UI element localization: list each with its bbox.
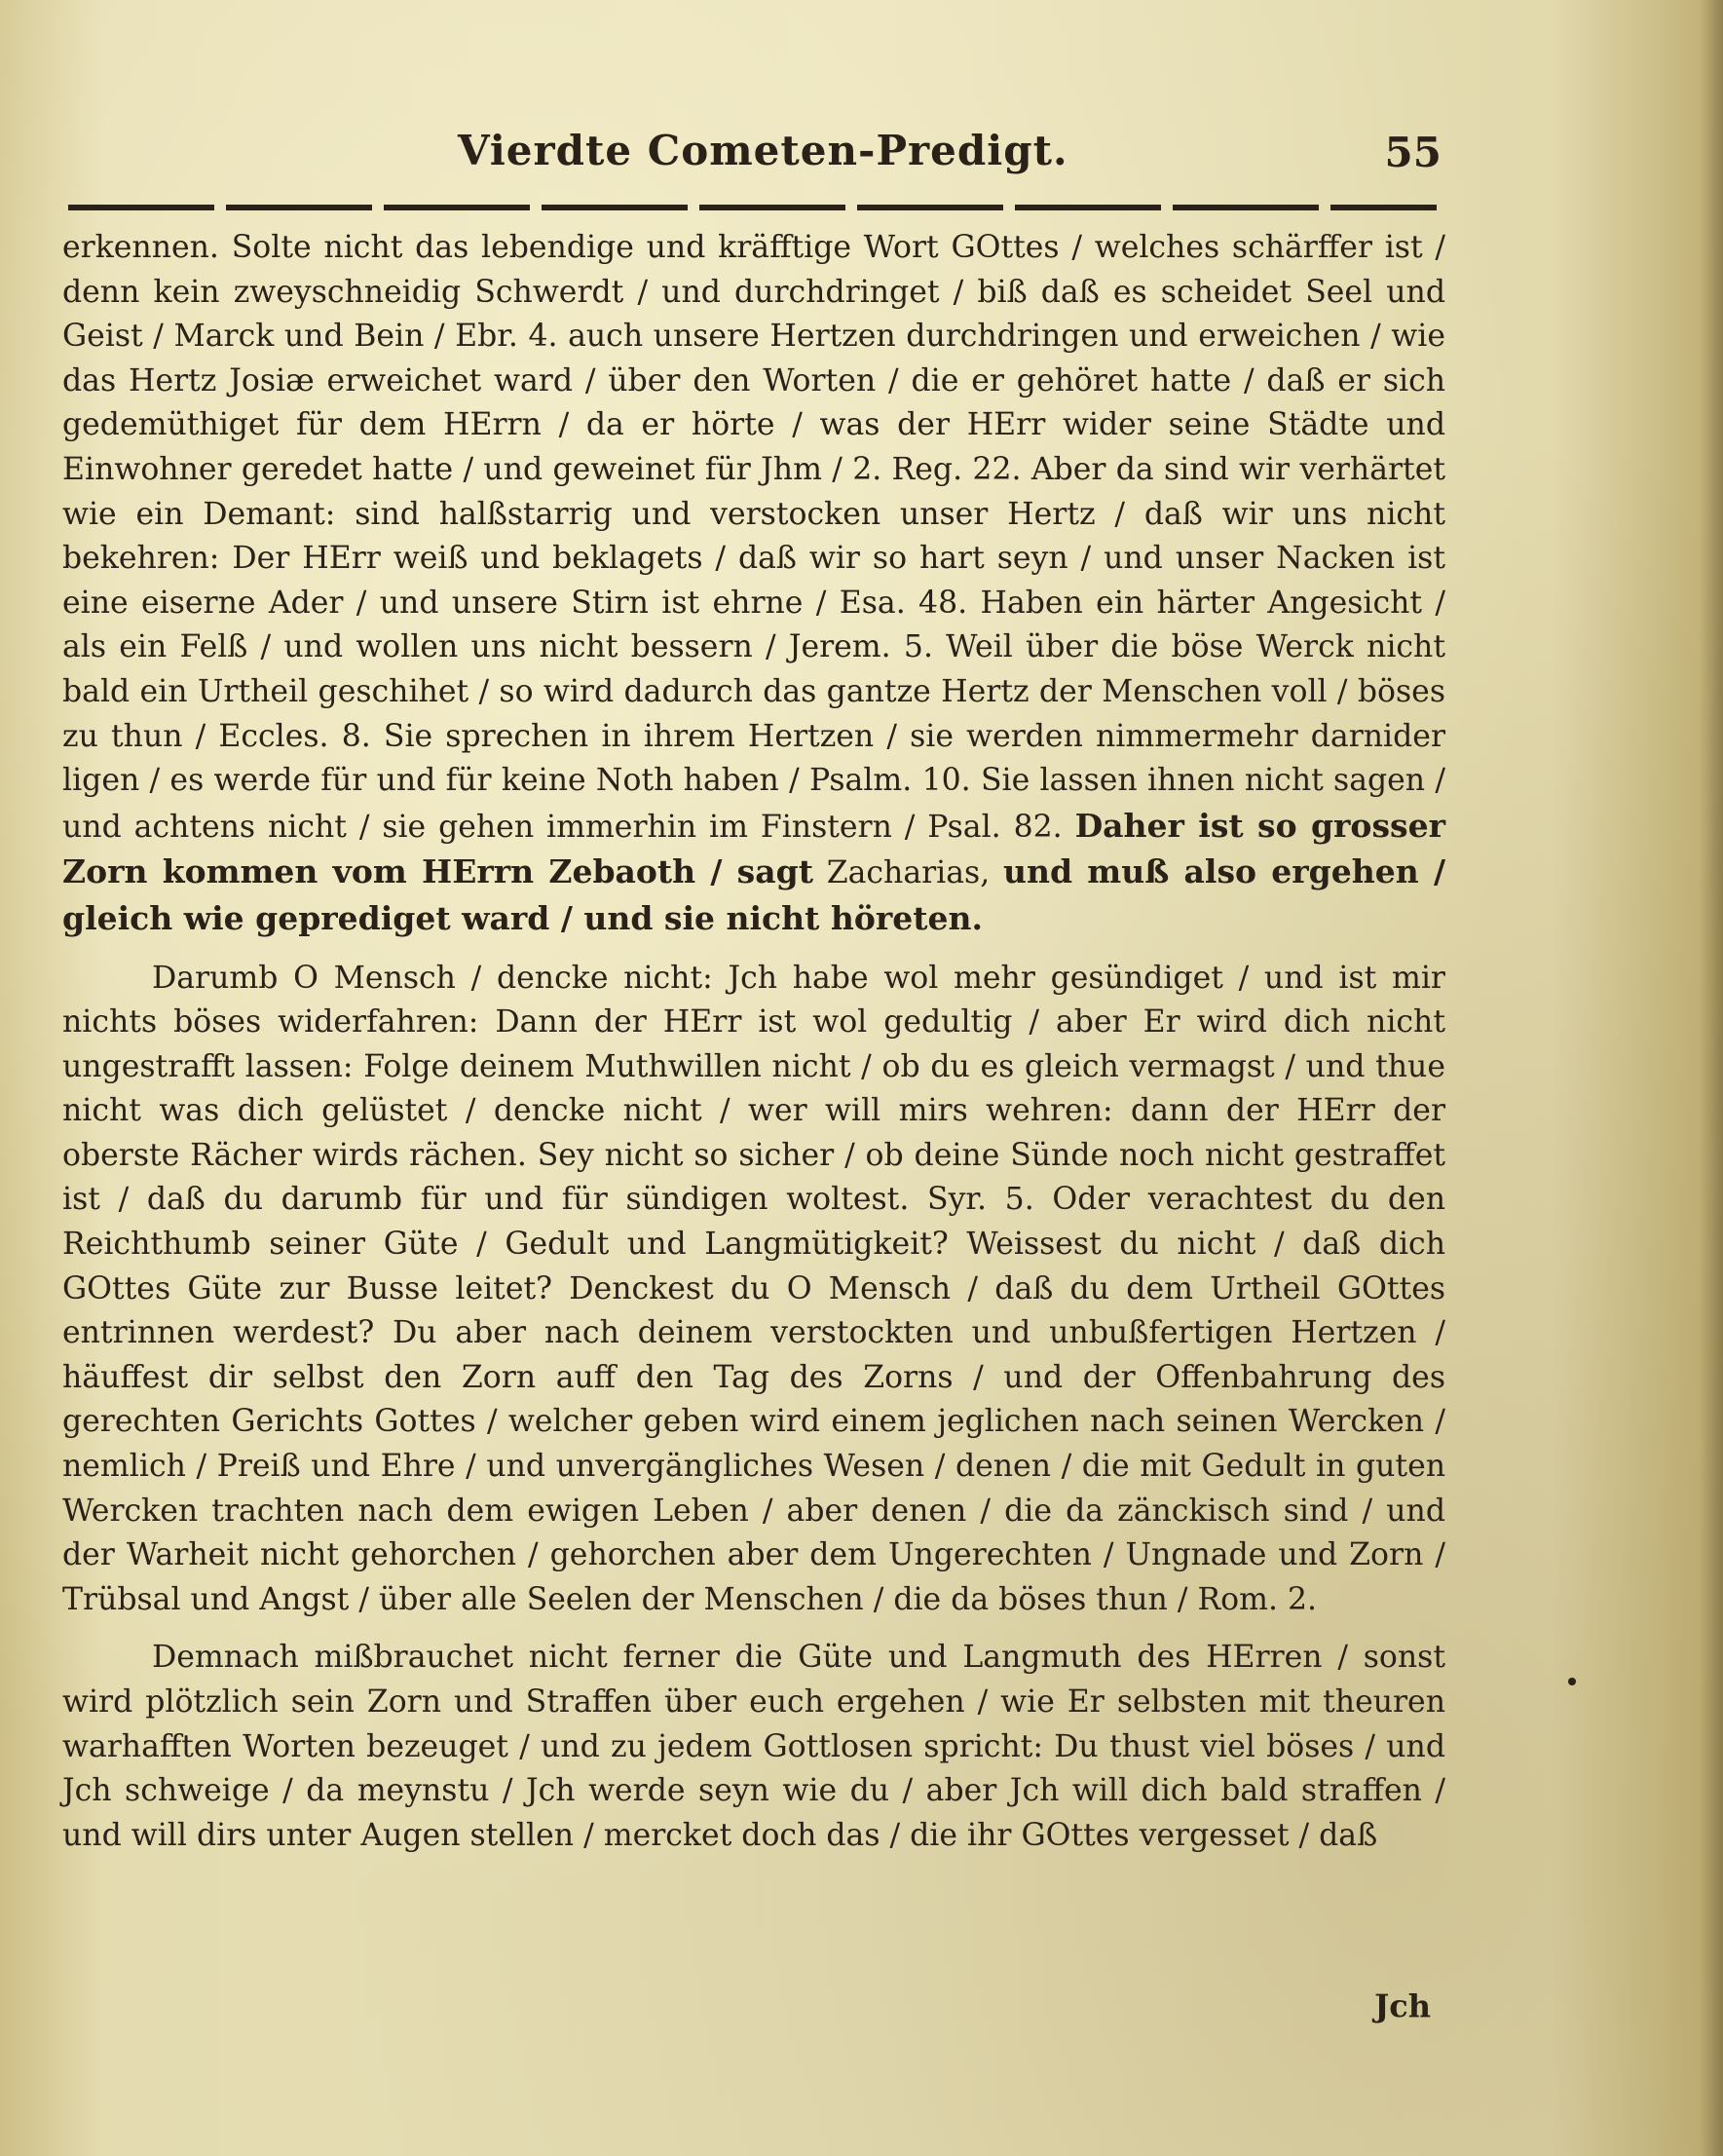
page-header <box>68 127 1442 195</box>
paragraph-1-emphasis-end: und muß also ergehen / gleich wie geprediget ward / und sie nicht höreten. <box>62 852 1446 937</box>
paragraph-2 <box>62 957 1445 1623</box>
paragraph-2-text: Darumb O Mensch / dencke nicht: Jch habe wol mehr gesündiget / und ist mir nichts böses widerfahren: Dann der HErr ist wol gedultig / aber Er wird dich nicht ungestrafft lassen: Folge deinem Muthwillen nicht / ob du es gleich vermagst / und thue nicht was dich gelüstet / dencke nicht / wer will mirs wehren: dann der HErr der oberste Rächer wirds rächen. Sey nicht so sicher / ob deine Sünde noch nicht gestraffet ist / daß du darumb für und für sündigen woltest. Syr. 5. Oder verachtest du den Reichthumb seiner Güte / Gedult und Langmütigkeit? Weissest du nicht / daß dich GOttes Güte zur Busse leitet? Denckest du O Mensch / daß du dem Urtheil GOttes entrinnen werdest? Du aber nach deinem verstockten und unbußfertigen Hertzen / häuffest dir selbst den Zorn auff den Tag des Zorns / und der Offenbahrung des gerechten Gerichts Gottes / welcher geben wird einem jeglichen nach seinen Wercken / nemlich / Preiß und Ehre / und unvergängliches Wesen / denen / die mit Gedult in guten Wercken trachten nach dem ewigen Leben / aber denen / die da zänckisch sind / und der Warheit nicht gehorchen / gehorchen aber dem Ungerechten / Ungnade und Zorn / Trübsal und Angst / über alle Seelen der Menschen / die da böses thun / Rom. 2. <box>62 960 1445 1617</box>
paragraph-1-text: erkennen. Solte nicht das lebendige und kräfftige Wort GOttes / welches schärffer ist / denn kein zweyschneidig Schwerdt / und durchdringet / biß daß es scheidet Seel und Geist / Marck und Bein / Ebr. 4. auch unsere Hertzen durchdringen und erweichen / wie das Hertz Josiæ erweichet ward / über den Worten / die er gehöret hatte / daß er sich gedemüthiget für dem HErrn / da er hörte / was der HErr wider seine Städte und Einwohner geredet hatte / und geweinet für Jhm / 2. Reg. 22. Aber da sind wir verhärtet wie ein Demant: sind halßstarrig und verstocken unser Hertz / daß wir uns nicht bekehren: Der HErr weiß und beklagets / daß wir so hart seyn / und unser Nacken ist eine eiserne Ader / und unsere Stirn ist ehrne / Esa. 48. Haben ein härter Angesicht / als ein Felß / und wollen uns nicht bessern / Jerem. 5. Weil über die böse Werck nicht bald ein Urtheil geschihet / so wird dadurch das gantze Hertz der Menschen voll / böses zu thun / Eccles. 8. Sie sprechen in ihrem Hertzen / sie werden nimmermehr darnider ligen / es werde für und für keine Noth haben / Psalm. 10. Sie lassen ihnen nicht sagen / und achtens nicht / sie gehen immerhin im Finstern / Psal. 82. <box>62 230 1445 845</box>
page-number: 55 <box>1384 129 1442 176</box>
paragraph-3-text: Demnach mißbrauchet nicht ferner die Güte und Langmuth des HErren / sonst wird plötzlich sein Zorn und Straffen über euch ergehen / wie Er selbsten mit theuren warhafften Worten bezeuget / und zu jedem Gottlosen spricht: Du thust viel böses / und Jch schweige / da meynstu / Jch werde seyn wie du / aber Jch will dich bald straffen / und will dirs unter Augen stellen / mercket doch das / die ihr GOttes vergesset / daß <box>62 1640 1445 1853</box>
paragraph-1-attribution: Zacharias, <box>826 855 991 891</box>
body-text <box>62 226 1445 1872</box>
header-rule <box>68 205 1437 210</box>
ink-speck <box>1568 1678 1576 1685</box>
catchword: Jch <box>1374 1987 1431 2024</box>
running-title: Vierdte Cometen-Predigt. <box>458 127 1068 174</box>
paragraph-1 <box>62 226 1445 943</box>
paragraph-3 <box>62 1636 1445 1858</box>
page-edge-shadow <box>1700 0 1723 2156</box>
paragraph-1-emphasis: Daher ist so grosser Zorn kommen vom HErrn Zebaoth / sagt <box>62 806 1445 891</box>
